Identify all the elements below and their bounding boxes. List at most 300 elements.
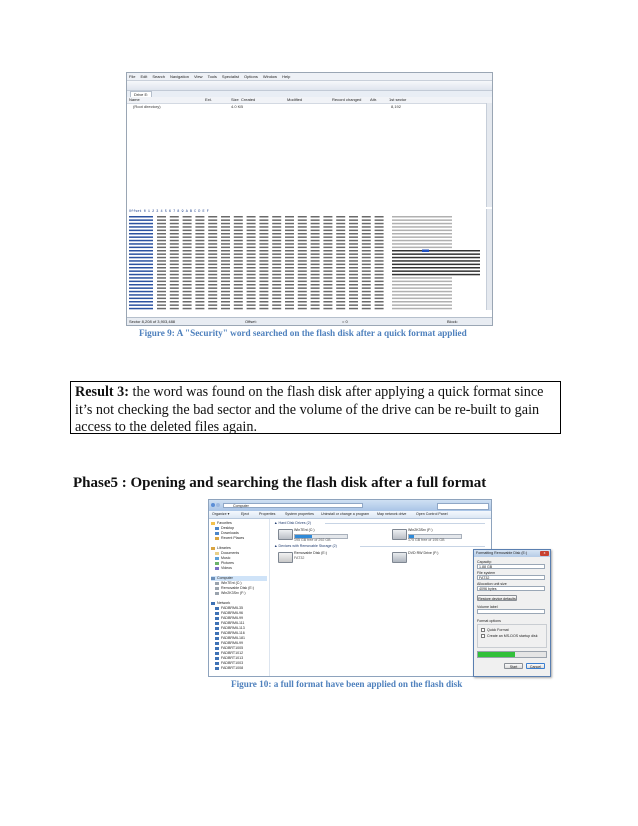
hex-byte-group (311, 264, 320, 266)
hex-byte-group (298, 230, 307, 232)
eject-button[interactable]: Eject (241, 512, 249, 516)
hex-offset-cell (129, 243, 153, 245)
hex-byte-group (247, 267, 256, 269)
hex-byte-group (234, 236, 243, 238)
hex-byte-group (349, 233, 358, 235)
drive-name: Removable Disk (E:) (294, 551, 327, 555)
hard-drive-icon (278, 529, 293, 540)
section-removable-storage[interactable]: ▲ Devices with Removable Storage (2) (274, 544, 337, 548)
hex-byte-group (221, 304, 230, 306)
hex-byte-group (311, 240, 320, 242)
status-sector: Sector 8,208 of 3,903,488 (129, 319, 176, 324)
hex-scrollbar[interactable] (486, 209, 492, 310)
hex-byte-group (362, 219, 371, 221)
hex-byte-group (323, 277, 332, 279)
volume-label-label: Volume label (477, 605, 498, 609)
hex-byte-group (375, 223, 384, 225)
hex-byte-group (208, 219, 217, 221)
hex-byte-group (234, 304, 243, 306)
hex-byte-group (375, 243, 384, 245)
hex-byte-group (157, 230, 166, 232)
hex-byte-group (259, 294, 268, 296)
hex-byte-group (336, 257, 345, 259)
hex-byte-group (234, 294, 243, 296)
hex-byte-group (375, 230, 384, 232)
dir-row-name: (Root directory) (133, 104, 161, 109)
hex-byte-group (285, 216, 294, 218)
hex-byte-group (298, 294, 307, 296)
hex-byte-group (285, 301, 294, 303)
hex-byte-group (323, 301, 332, 303)
hex-byte-group (259, 298, 268, 300)
status-value: = 0 (342, 319, 348, 324)
hex-byte-group (349, 294, 358, 296)
hex-byte-group (298, 291, 307, 293)
nav-label: FADBRT1008 (221, 666, 244, 670)
hex-byte-group (311, 308, 320, 310)
capacity-select[interactable]: 1.88 GB (477, 564, 545, 569)
menu-item[interactable]: Help (282, 74, 291, 79)
hex-byte-group (336, 277, 345, 279)
nav-label: FADBRMIL116 (221, 631, 245, 635)
allocation-unit-select[interactable]: 4096 bytes (477, 586, 545, 591)
hex-byte-group (323, 243, 332, 245)
hex-offset-cell (129, 247, 153, 249)
directory-scrollbar[interactable] (486, 103, 492, 207)
hex-byte-group (259, 223, 268, 225)
hex-byte-group (336, 304, 345, 306)
hex-byte-group (259, 277, 268, 279)
hex-byte-group (195, 240, 204, 242)
hex-byte-group (272, 287, 281, 289)
hex-ascii-cell (392, 270, 480, 272)
hex-byte-group (375, 294, 384, 296)
hex-byte-group (285, 257, 294, 259)
hex-byte-group (208, 257, 217, 259)
menu-item[interactable]: Navigation (170, 74, 189, 79)
hex-byte-group (170, 223, 179, 225)
hex-byte-group (375, 277, 384, 279)
hex-offset-cell (129, 298, 153, 300)
hex-byte-group (157, 294, 166, 296)
drive-tile-c[interactable] (278, 528, 358, 542)
hex-byte-group (375, 267, 384, 269)
hex-byte-group (336, 247, 345, 249)
hex-byte-group (375, 304, 384, 306)
hex-byte-group (272, 219, 281, 221)
hex-byte-group (336, 243, 345, 245)
close-icon[interactable]: x (540, 551, 549, 556)
hex-byte-group (221, 240, 230, 242)
drive-tile-removable-e[interactable] (278, 551, 358, 565)
menu-item[interactable]: Search (152, 74, 166, 79)
hex-byte-group (349, 270, 358, 272)
library-icon (211, 547, 215, 550)
status-block: Block: (447, 319, 458, 324)
hex-byte-group (247, 240, 256, 242)
hex-byte-group (336, 287, 345, 289)
hex-byte-group (298, 233, 307, 235)
hex-byte-group (272, 240, 281, 242)
hex-byte-group (247, 287, 256, 289)
hex-byte-group (375, 281, 384, 283)
hex-byte-group (183, 277, 192, 279)
hex-ascii-cell (392, 219, 452, 221)
hex-byte-group (298, 247, 307, 249)
nav-item-videos[interactable] (215, 566, 232, 571)
hex-byte-group (375, 270, 384, 272)
hex-byte-group (208, 301, 217, 303)
computer-icon (215, 652, 219, 655)
hex-byte-group (272, 233, 281, 235)
col-created[interactable]: Created (241, 97, 256, 102)
hex-byte-group (183, 236, 192, 238)
hex-byte-group (336, 236, 345, 238)
hex-byte-group (362, 298, 371, 300)
hex-ascii-cell (392, 308, 452, 310)
hex-byte-group (272, 304, 281, 306)
hex-ascii-cell (392, 253, 480, 255)
col-modified[interactable]: Modified (287, 97, 303, 102)
hex-byte-group (285, 264, 294, 266)
menu-item[interactable]: Tools (207, 74, 217, 79)
hex-byte-group (183, 260, 192, 262)
open-control-panel-button[interactable]: Open Control Panel (416, 512, 448, 516)
hex-byte-group (221, 230, 230, 232)
computer-icon (215, 632, 219, 635)
hex-byte-group (336, 216, 345, 218)
col-ext[interactable]: Ext. (205, 97, 212, 102)
menu-item[interactable]: Edit (140, 74, 148, 79)
hex-byte-group (272, 274, 281, 276)
hex-byte-group (259, 257, 268, 259)
hex-byte-group (234, 291, 243, 293)
hex-byte-group (285, 277, 294, 279)
hex-byte-group (311, 226, 320, 228)
hex-byte-group (195, 298, 204, 300)
hex-offset-cell (129, 274, 153, 276)
hex-byte-group (234, 247, 243, 249)
hex-byte-group (195, 260, 204, 262)
hex-byte-group (272, 277, 281, 279)
drive-name: Win2K3Srv (F:) (408, 528, 433, 532)
hex-byte-group (298, 226, 307, 228)
hex-byte-group (375, 240, 384, 242)
hex-byte-group (259, 284, 268, 286)
hex-byte-group (311, 257, 320, 259)
hex-byte-group (311, 291, 320, 293)
hex-byte-group (311, 247, 320, 249)
hex-byte-group (157, 223, 166, 225)
pictures-icon (215, 562, 219, 565)
hex-byte-group (375, 308, 384, 310)
hex-byte-group (298, 253, 307, 255)
hex-byte-group (183, 219, 192, 221)
hex-byte-group (375, 291, 384, 293)
hex-byte-group (247, 264, 256, 266)
hex-byte-group (208, 216, 217, 218)
uninstall-button[interactable]: Uninstall or change a program (321, 512, 370, 516)
nav-label: Favorites (217, 521, 232, 525)
hex-byte-group (349, 257, 358, 259)
hex-byte-group (157, 247, 166, 249)
hex-byte-group (234, 230, 243, 232)
hex-byte-group (183, 301, 192, 303)
hex-byte-group (170, 247, 179, 249)
hex-byte-group (323, 267, 332, 269)
hex-byte-group (170, 308, 179, 310)
hex-byte-group (375, 257, 384, 259)
hex-byte-group (336, 308, 345, 310)
col-attr[interactable]: Attr. (370, 97, 378, 102)
hex-byte-group (157, 291, 166, 293)
quick-format-checkbox[interactable] (481, 628, 509, 632)
hex-byte-group (311, 301, 320, 303)
system-properties-button[interactable]: System properties (285, 512, 314, 516)
hex-byte-group (247, 298, 256, 300)
start-button[interactable]: Start (504, 663, 523, 669)
hex-byte-group (336, 294, 345, 296)
hex-byte-group (272, 294, 281, 296)
hex-byte-group (311, 304, 320, 306)
hex-byte-group (170, 284, 179, 286)
tab-drive-e[interactable]: Drive E: (130, 91, 152, 97)
hex-byte-group (362, 301, 371, 303)
hex-byte-group (362, 216, 371, 218)
hex-byte-group (323, 264, 332, 266)
hex-byte-group (247, 216, 256, 218)
address-bar[interactable] (223, 503, 363, 508)
file-system-select[interactable]: FAT32 (477, 575, 545, 580)
format-progress-fill (478, 652, 515, 657)
hex-byte-group (195, 226, 204, 228)
hex-byte-group (221, 301, 230, 303)
hex-byte-group (298, 287, 307, 289)
hex-byte-group (221, 250, 230, 252)
hex-byte-group (336, 226, 345, 228)
nav-label: FADBRMIL96 (221, 611, 243, 615)
col-1st-sector[interactable]: 1st sector (389, 97, 407, 102)
hex-byte-group (272, 253, 281, 255)
hex-byte-group (323, 253, 332, 255)
nav-item-recent[interactable] (215, 536, 244, 541)
hex-byte-group (272, 230, 281, 232)
hex-ascii-cell (392, 236, 452, 238)
hex-byte-group (375, 264, 384, 266)
hex-byte-group (259, 270, 268, 272)
back-icon[interactable] (211, 503, 215, 507)
nav-label: FADBRMIL99 (221, 641, 243, 645)
nav-item-drive-f[interactable] (215, 591, 246, 596)
hex-byte-group (183, 274, 192, 276)
hex-byte-group (323, 270, 332, 272)
allocation-unit-label: Allocation unit size (477, 582, 507, 586)
hex-byte-group (285, 236, 294, 238)
hex-byte-group (195, 230, 204, 232)
hex-byte-group (285, 267, 294, 269)
hex-ascii-cell (392, 287, 452, 289)
hex-byte-group (170, 281, 179, 283)
menu-item[interactable]: Window (262, 74, 278, 79)
hex-byte-group (259, 240, 268, 242)
hex-byte-group (298, 257, 307, 259)
hex-byte-group (349, 298, 358, 300)
col-record-changed[interactable]: Record changed (332, 97, 362, 102)
hex-byte-group (311, 294, 320, 296)
volume-label-input[interactable] (477, 609, 545, 614)
section-divider (325, 523, 485, 524)
hex-byte-group (157, 243, 166, 245)
cancel-button[interactable]: Cancel (526, 663, 545, 669)
hex-byte-group (170, 243, 179, 245)
hex-byte-group (362, 284, 371, 286)
hex-byte-group (298, 304, 307, 306)
hex-byte-group (183, 230, 192, 232)
hex-byte-group (234, 284, 243, 286)
hex-byte-group (247, 236, 256, 238)
hex-column-header: Offset 0 1 2 3 4 5 6 7 8 9 A B C D E F (129, 210, 209, 214)
menu-item[interactable]: File (129, 74, 136, 79)
format-options-label: Format options (477, 619, 501, 623)
hex-byte-group (208, 240, 217, 242)
drive-tile-f[interactable] (392, 528, 472, 542)
properties-button[interactable]: Properties (259, 512, 276, 516)
hex-byte-group (349, 223, 358, 225)
drive-free-space: 175 GB free of 195 GB (408, 538, 445, 542)
status-offset: Offset: (245, 319, 257, 324)
hex-offset-cell (129, 250, 153, 252)
hex-byte-group (195, 284, 204, 286)
hex-byte-group (208, 270, 217, 272)
hex-ascii-cell (392, 267, 480, 269)
hex-byte-group (336, 230, 345, 232)
hex-byte-group (285, 294, 294, 296)
hex-byte-group (234, 223, 243, 225)
hex-offset-cell (129, 301, 153, 303)
directory-listing (127, 97, 492, 210)
menu-item[interactable]: Options (244, 74, 258, 79)
address-text: Computer (233, 504, 249, 508)
hex-offset-cell (129, 304, 153, 306)
hex-byte-group (195, 281, 204, 283)
hex-offset-cell (129, 226, 153, 228)
hex-offset-cell (129, 264, 153, 266)
hex-byte-group (208, 264, 217, 266)
nav-label: FADBRT1013 (221, 656, 244, 660)
hex-byte-group (298, 301, 307, 303)
hex-byte-group (170, 233, 179, 235)
hex-byte-group (298, 240, 307, 242)
hex-byte-group (170, 230, 179, 232)
hex-byte-group (323, 304, 332, 306)
organize-button[interactable]: Organize ▾ (212, 512, 230, 516)
dir-row-size: 4.0 KB (231, 104, 244, 109)
usb-drive-icon (215, 587, 219, 590)
hex-byte-group (247, 243, 256, 245)
hex-ascii-cell (392, 304, 452, 306)
hex-byte-group (221, 287, 230, 289)
hex-byte-group (183, 291, 192, 293)
col-size[interactable]: Size (231, 97, 239, 102)
hex-byte-group (183, 270, 192, 272)
hex-byte-group (336, 260, 345, 262)
hex-byte-group (311, 270, 320, 272)
hex-byte-group (259, 287, 268, 289)
hex-byte-group (285, 233, 294, 235)
hex-byte-group (375, 226, 384, 228)
hex-byte-group (362, 274, 371, 276)
hex-byte-group (183, 253, 192, 255)
hex-byte-group (349, 247, 358, 249)
hex-byte-group (362, 253, 371, 255)
hex-byte-group (170, 291, 179, 293)
hex-byte-group (259, 304, 268, 306)
hex-byte-group (362, 223, 371, 225)
forward-icon[interactable] (216, 503, 220, 507)
hex-byte-group (272, 257, 281, 259)
directory-row[interactable] (127, 104, 492, 110)
hex-byte-group (349, 250, 358, 252)
hex-byte-group (195, 247, 204, 249)
hex-ascii-cell (392, 298, 452, 300)
hex-byte-group (285, 308, 294, 310)
hex-byte-group (183, 287, 192, 289)
hex-byte-group (349, 253, 358, 255)
hex-ascii-cell (392, 243, 452, 245)
phase-heading: Phase5 : Opening and searching the flash disk after a full format (73, 475, 487, 491)
search-input[interactable] (437, 503, 489, 510)
hex-byte-group (234, 250, 243, 252)
hex-byte-group (208, 294, 217, 296)
hex-byte-group (298, 223, 307, 225)
hex-byte-group (336, 301, 345, 303)
hex-byte-group (170, 253, 179, 255)
hex-byte-group (375, 284, 384, 286)
nav-item-network-computer[interactable] (215, 666, 243, 671)
hex-byte-group (362, 308, 371, 310)
hex-byte-group (195, 267, 204, 269)
hex-byte-group (336, 223, 345, 225)
hex-byte-group (375, 250, 384, 252)
hex-offset-cell (129, 281, 153, 283)
hex-byte-group (336, 281, 345, 283)
msdos-startup-checkbox[interactable] (481, 634, 538, 638)
section-hard-disk-drives[interactable]: ▲ Hard Disk Drives (2) (274, 521, 311, 525)
restore-defaults-button[interactable]: Restore device defaults (478, 597, 516, 601)
hex-byte-group (195, 216, 204, 218)
hex-byte-group (349, 267, 358, 269)
hex-byte-group (157, 233, 166, 235)
hex-byte-group (170, 301, 179, 303)
navigation-pane (209, 519, 270, 676)
hex-byte-group (234, 260, 243, 262)
col-name[interactable]: Name (129, 97, 140, 102)
menu-item[interactable]: Specialist (221, 74, 240, 79)
hex-byte-group (170, 270, 179, 272)
format-dialog-titlebar (474, 550, 550, 557)
hex-byte-group (362, 281, 371, 283)
hex-byte-group (157, 240, 166, 242)
nav-label: FADBRT1012 (221, 651, 244, 655)
hex-byte-group (157, 304, 166, 306)
menu-item[interactable]: View (193, 74, 203, 79)
hex-byte-group (247, 219, 256, 221)
map-network-drive-button[interactable]: Map network drive (377, 512, 407, 516)
hex-dump-area[interactable] (127, 209, 487, 311)
drive-tile-dvd[interactable] (392, 551, 472, 565)
drive-name: DVD RW Drive (F:) (408, 551, 439, 555)
hex-byte-group (170, 294, 179, 296)
